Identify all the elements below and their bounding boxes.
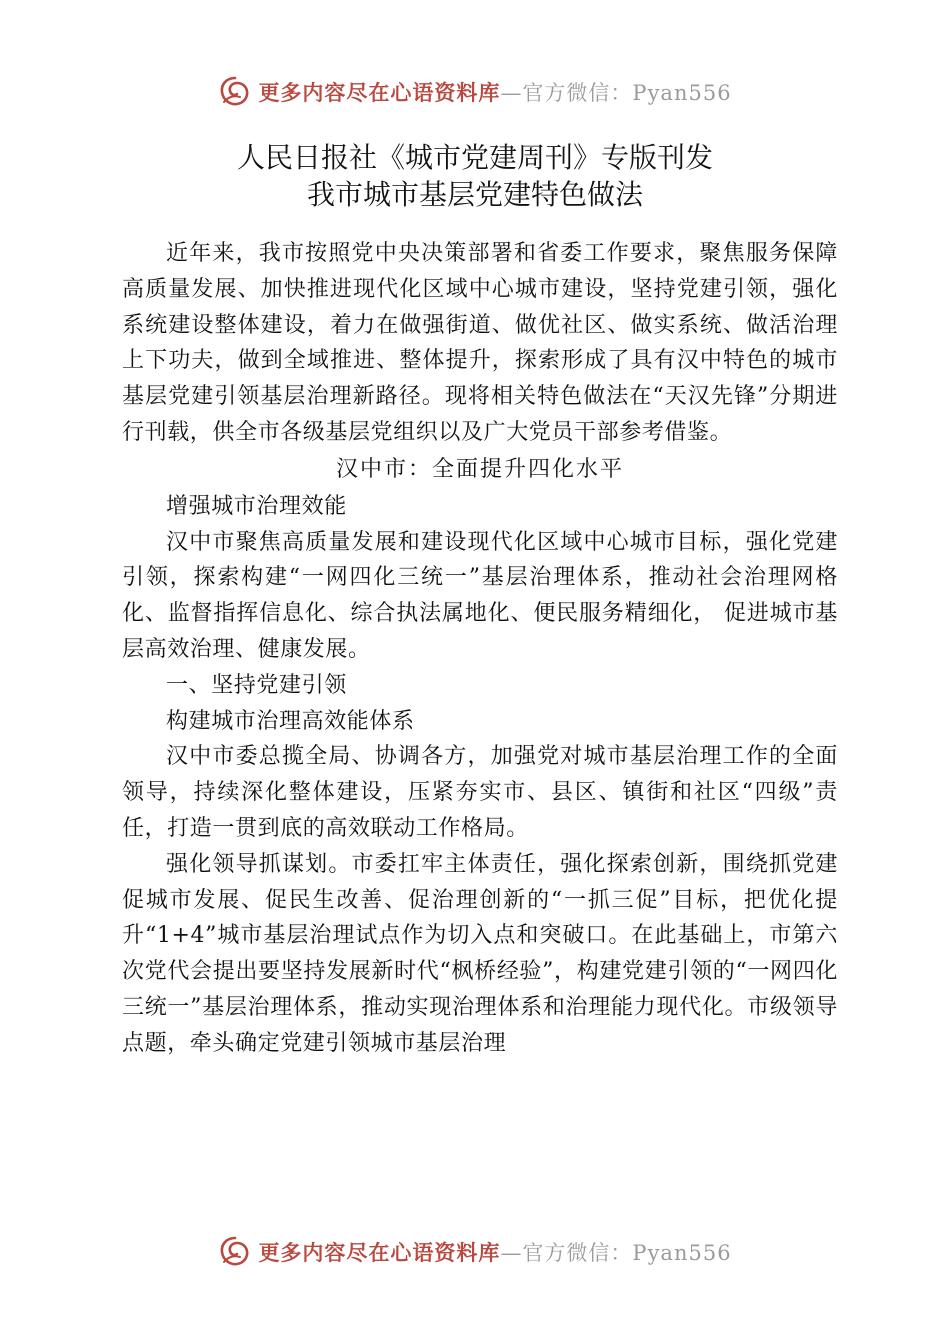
footer-watermark	[0, 1232, 950, 1272]
watermark-text: 更多内容尽在心语资料库—官方微信：Pyan556	[258, 80, 732, 105]
swirl-logo-icon	[218, 75, 252, 109]
section-subtitle: 增强城市治理效能	[166, 493, 347, 519]
section-body-paragraph: 汉中市聚焦高质量发展和建设现代化区域中心城市目标，强化党建引领，探索构建“一网四化三统一”基层治理体系，推动社会治理网格化、监督指挥信息化、综合执法属地化、便民服务精细化， 促进城市基层高效治理、健康发展。	[122, 529, 838, 662]
document-title-line1: 人民日报社《城市党建周刊》专版刊发	[236, 141, 713, 174]
point1-title: 一、坚持党建引领	[166, 672, 347, 698]
point1-subtitle: 构建城市治理高效能体系	[166, 708, 415, 734]
section-title: 汉中市：全面提升四化水平	[335, 456, 624, 482]
point1-detail-paragraph: 强化领导抓谋划。市委扛牢主体责任，强化探索创新，围绕抓党建促城市发展、促民生改善、促治理创新的“一抓三促”目标，把优化提升“1+4”城市基层治理试点作为切入点和突破口。在此基础上，市第六次党代会提出要坚持发展新时代“枫桥经验”，构建党建引领的“一网四化三统一”基层治理体系，推动实现治理体系和治理能力现代化。市级领导点题，牵头确定党建引领城市基层治理	[122, 851, 838, 1056]
swirl-logo-icon	[218, 1235, 252, 1269]
header-watermark	[0, 72, 950, 112]
intro-paragraph: 近年来，我市按照党中央决策部署和省委工作要求，聚焦服务保障高质量发展、加快推进现代化区域中心城市建设，坚持党建引领，强化系统建设整体建设，着力在做强街道、做优社区、做实系统、做活治理上下功夫，做到全域推进、整体提升，探索形成了具有汉中特色的城市基层党建引领基层治理新路径。现将相关特色做法在“天汉先锋”分期进行刊载，供全市各级基层党组织以及广大党员干部参考借鉴。	[122, 241, 838, 445]
document-title-line2: 我市城市基层党建特色做法	[306, 178, 643, 211]
watermark-text: 更多内容尽在心语资料库—官方微信：Pyan556	[258, 1240, 732, 1265]
point1-body-paragraph: 汉中市委总揽全局、协调各方，加强党对城市基层治理工作的全面领导，持续深化整体建设，压紧夯实市、县区、镇街和社区“四级”责任，打造一贯到底的高效联动工作格局。	[122, 744, 838, 841]
document-body	[122, 236, 838, 1062]
